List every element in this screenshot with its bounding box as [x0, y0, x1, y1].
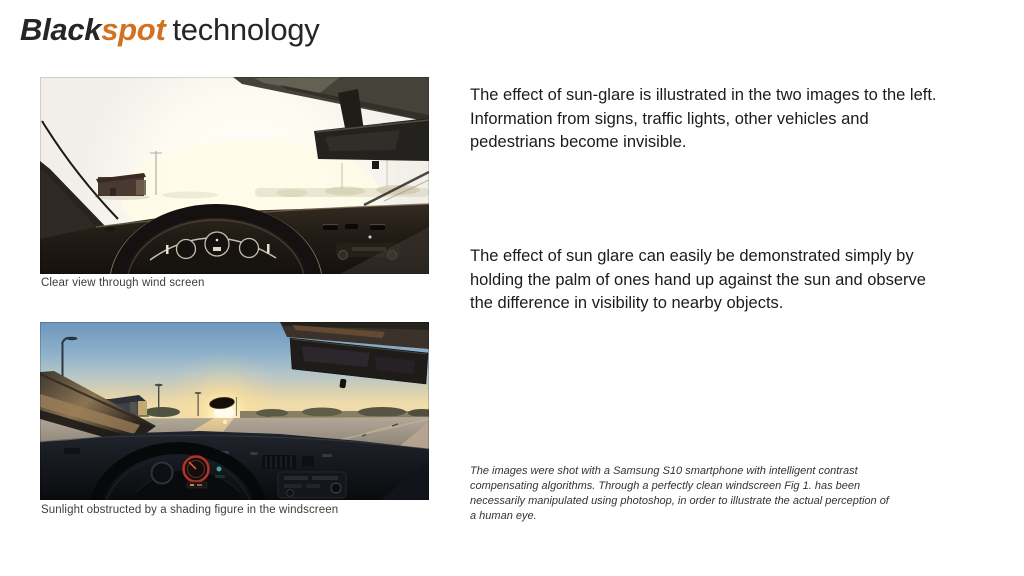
figure-2-caption: Sunlight obstructed by a shading figure in the windscreen — [41, 504, 339, 516]
figure-shaded-windscreen-photo — [40, 322, 429, 500]
barn-silhouette — [94, 173, 150, 200]
windscreen-clear-illustration — [40, 77, 429, 274]
body-paragraph-1-line-2: Information from signs, traffic lights, other vehicles and pedestrians become invisible. — [470, 109, 869, 151]
body-paragraph-1-line-1: The effect of sun-glare is illustrated in the two images to the left. — [470, 86, 937, 104]
title-brand-spot: spot — [101, 12, 166, 47]
windscreen-shaded-illustration — [40, 322, 429, 500]
body-paragraph-1 — [470, 84, 938, 155]
title-suffix: technology — [172, 12, 320, 47]
figure-clear-windscreen-photo — [40, 77, 429, 274]
center-console — [278, 472, 346, 498]
footnote: The images were shot with a Samsung S10 smartphone with intelligent contrast compensating algorithms. Through a perfectly clean windscreen Fig 1. has been necessarily manipulated using photoshop, in order to illustrate the actual perception of a human eye. — [470, 465, 889, 522]
title-brand-black: Black — [20, 12, 102, 47]
figure-1-caption: Clear view through wind screen — [41, 277, 205, 289]
slide-title — [20, 8, 319, 52]
body-paragraph-2: The effect of sun glare can easily be demonstrated simply by holding the palm of ones hand up against the sun and observe the difference in visibility to nearby objects. — [470, 247, 926, 312]
